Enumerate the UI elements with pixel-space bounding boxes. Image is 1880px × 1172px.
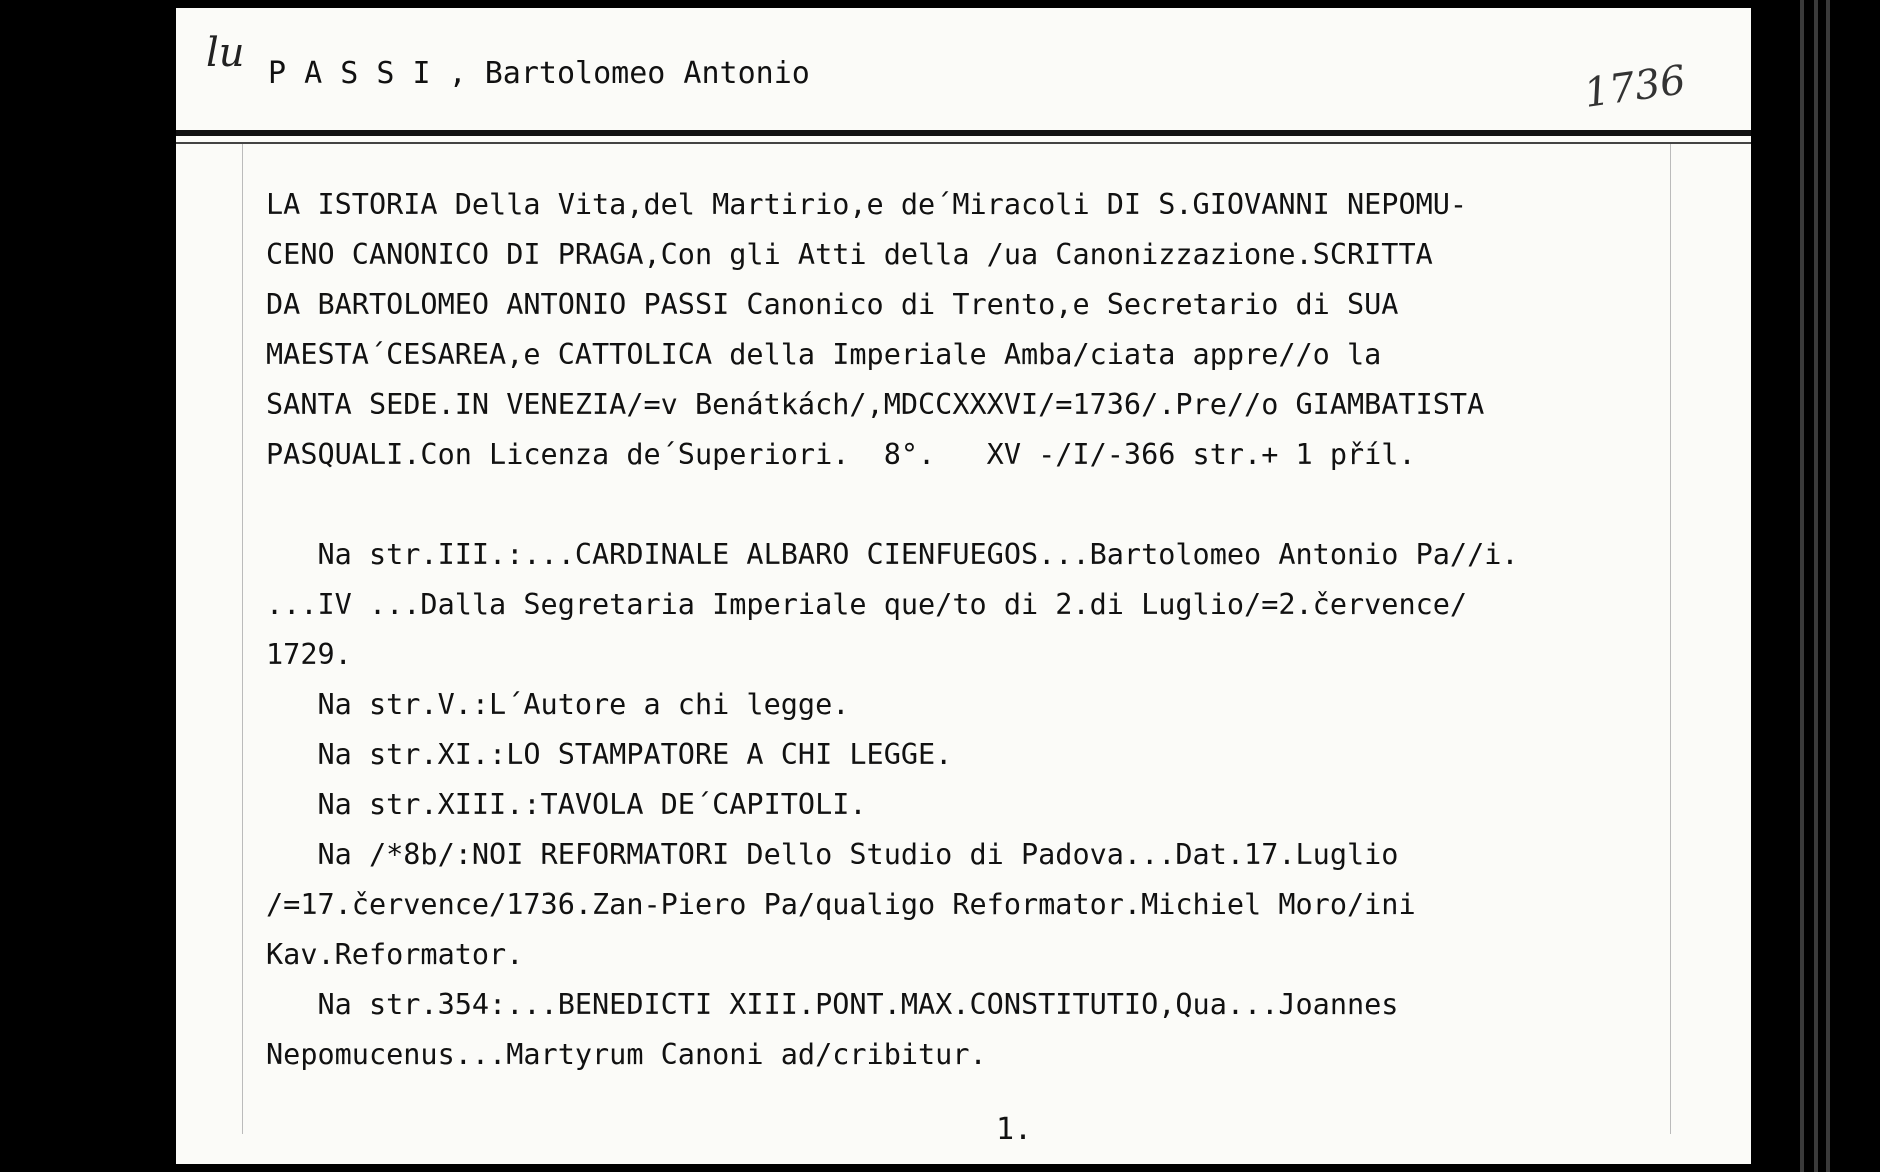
body-line: Na str.V.:L´Autore a chi legge. bbox=[266, 688, 850, 721]
body-line: Na str.XIII.:TAVOLA DE´CAPITOLI. bbox=[266, 788, 867, 821]
body-line: LA ISTORIA Della Vita,del Martirio,e de´Miracoli DI S.GIOVANNI NEPOMU- bbox=[266, 188, 1468, 221]
body-line: Na str.XI.:LO STAMPATORE A CHI LEGGE. bbox=[266, 738, 953, 771]
body-line: Na str.III.:...CARDINALE ALBARO CIENFUEGOS...Bartolomeo Antonio Pa//i. bbox=[266, 538, 1519, 571]
body-line: Na str.354:...BENEDICTI XIII.PONT.MAX.CONSTITUTIO,Qua...Joannes bbox=[266, 988, 1399, 1021]
body-line: Kav.Reformator. bbox=[266, 938, 524, 971]
header-divider bbox=[176, 130, 1751, 136]
body-line: CENO CANONICO DI PRAGA,Con gli Atti della /ua Canonizzazione.SCRITTA bbox=[266, 238, 1433, 271]
card-body-text bbox=[266, 180, 1666, 1080]
handwritten-year-note: 1736 bbox=[1581, 57, 1689, 117]
corner-handwritten-mark: lu bbox=[206, 30, 245, 76]
body-line: /=17.července/1736.Zan-Piero Pa/qualigo Reformator.Michiel Moro/ini bbox=[266, 888, 1416, 921]
body-line: MAESTA´CESAREA,e CATTOLICA della Imperiale Amba/ciata appre//o la bbox=[266, 338, 1382, 371]
body-line: DA BARTOLOMEO ANTONIO PASSI Canonico di Trento,e Secretario di SUA bbox=[266, 288, 1399, 321]
film-edge bbox=[1800, 0, 1804, 1172]
right-margin-line bbox=[1670, 144, 1671, 1134]
body-line: PASQUALI.Con Licenza de´Superiori. 8°. XV -/I/-366 str.+ 1 příl. bbox=[266, 438, 1416, 471]
body-line: SANTA SEDE.IN VENEZIA/=v Benátkách/,MDCCXXXVI/=1736/.Pre//o GIAMBATISTA bbox=[266, 388, 1485, 421]
body-line: ...IV ...Dalla Segretaria Imperiale que/to di 2.di Luglio/=2.července/ bbox=[266, 588, 1468, 621]
body-line: Nepomucenus...Martyrum Canoni ad/cribitur. bbox=[266, 1038, 987, 1071]
left-margin-line bbox=[242, 144, 243, 1134]
body-line: Na /*8b/:NOI REFORMATORI Dello Studio di Padova...Dat.17.Luglio bbox=[266, 838, 1399, 871]
body-line bbox=[266, 480, 1666, 530]
card-header-title: P A S S I , Bartolomeo Antonio bbox=[268, 56, 810, 91]
film-edge bbox=[1826, 0, 1830, 1172]
catalog-card bbox=[176, 8, 1751, 1164]
film-edge bbox=[1814, 0, 1818, 1172]
header-divider-thin bbox=[176, 142, 1751, 144]
body-line: 1729. bbox=[266, 638, 352, 671]
page-number: 1. bbox=[996, 1112, 1033, 1147]
